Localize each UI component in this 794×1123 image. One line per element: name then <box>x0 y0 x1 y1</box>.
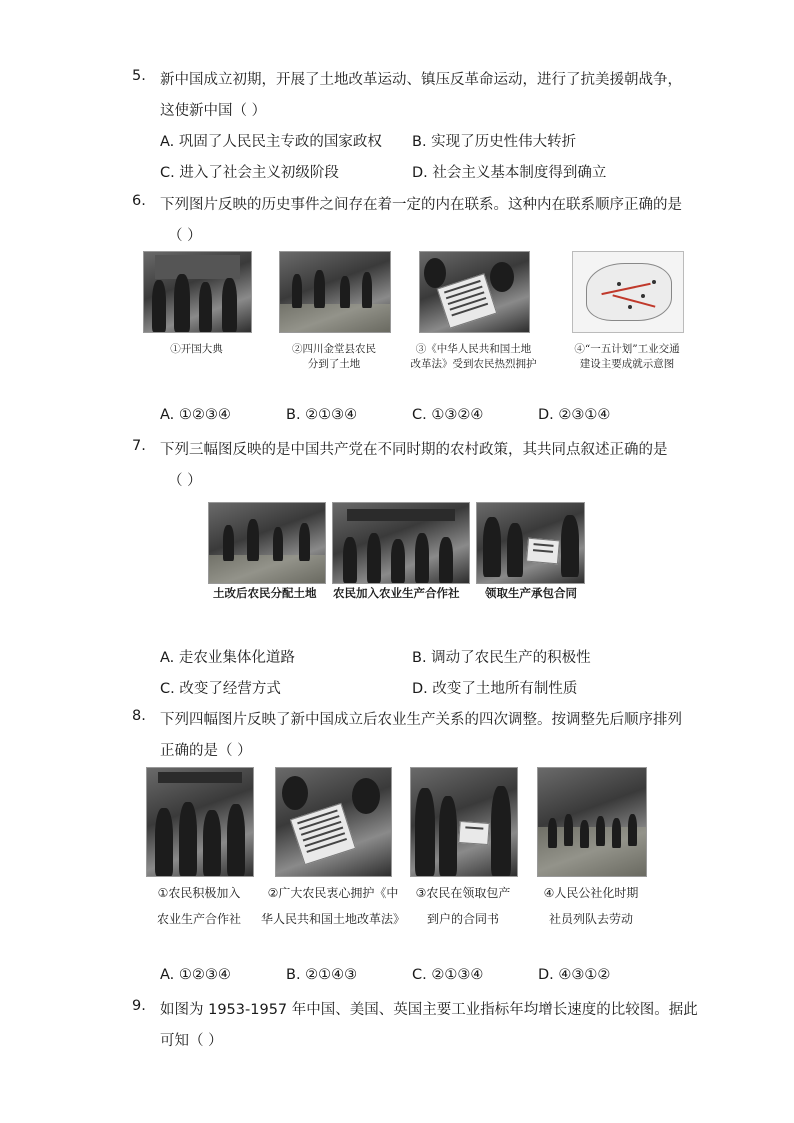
cooperative-photo <box>332 502 470 584</box>
question-7-option-a[interactable]: A. 走农业集体化道路 <box>160 650 295 666</box>
question-5-stem-continued: 这使新中国（ ） <box>160 103 267 119</box>
question-9-stem-continued: 可知（ ） <box>160 1033 223 1049</box>
question-7-stem: 下列三幅图反映的是中国共产党在不同时期的农村政策，其共同点叙述正确的是 <box>160 442 668 458</box>
commune-labor-photo <box>537 767 647 877</box>
caption-household-contract: ③农民在领取包产 到户的合同书 <box>415 886 511 926</box>
question-9-stem: 如图为 1953-1957 年中国、美国、英国主要工业指标年均增长速度的比较图。据此 <box>160 1002 698 1018</box>
question-5-option-a[interactable]: A. 巩固了人民民主专政的国家政权 <box>160 134 382 150</box>
caption-five-year-plan: ④“一五计划”工业交通 建设主要成就示意图 <box>574 343 680 370</box>
caption-land-reform-law: ③《中华人民共和国土地 改革法》受到农民热烈拥护 <box>410 343 537 370</box>
land-distribution-photo <box>208 502 326 584</box>
caption-farmers-land: ②四川金堂县农民 分到了土地 <box>292 343 376 370</box>
cooperative-joining-photo <box>146 767 254 877</box>
question-7-option-b[interactable]: B. 调动了农民生产的积极性 <box>412 650 591 666</box>
question-7-number: 7. <box>132 438 146 454</box>
question-8-option-b[interactable]: B. ②①④③ <box>286 967 358 983</box>
caption-commune-labor: ④人民公社化时期 社员列队去劳动 <box>543 886 639 926</box>
caption-land-distribution: 土改后农民分配土地 <box>213 586 317 600</box>
question-6-stem: 下列图片反映的历史事件之间存在着一定的内在联系。这种内在联系顺序正确的是 <box>160 197 682 213</box>
question-8-number: 8. <box>132 708 146 724</box>
question-8-option-c[interactable]: C. ②①③④ <box>412 967 484 983</box>
caption-contract: 领取生产承包合同 <box>485 586 577 600</box>
question-8-stem-continued: 正确的是（ ） <box>160 743 252 759</box>
contract-photo <box>476 502 585 584</box>
founding-ceremony-photo <box>143 251 252 333</box>
land-reform-law-photo <box>419 251 530 333</box>
question-5-number: 5. <box>132 68 146 84</box>
caption-cooperative-joining: ①农民积极加入 农业生产合作社 <box>156 886 241 926</box>
question-5-option-d[interactable]: D. 社会主义基本制度得到确立 <box>412 165 607 181</box>
question-5-stem: 新中国成立初期，开展了土地改革运动、镇压反革命运动，进行了抗美援朝战争， <box>160 72 682 88</box>
caption-founding-ceremony: ①开国大典 <box>170 343 223 355</box>
question-7-answer-blank: （ ） <box>168 473 202 489</box>
question-6-option-a[interactable]: A. ①②③④ <box>160 407 231 423</box>
caption-cooperative: 农民加入农业生产合作社 <box>333 586 460 600</box>
question-9-number: 9. <box>132 998 146 1014</box>
question-8-stem: 下列四幅图片反映了新中国成立后农业生产关系的四次调整。按调整先后顺序排列 <box>160 712 682 728</box>
land-law-support-photo <box>275 767 392 877</box>
question-7-option-d[interactable]: D. 改变了土地所有制性质 <box>412 681 578 697</box>
question-5-option-c[interactable]: C. 进入了社会主义初级阶段 <box>160 165 339 181</box>
question-6-answer-blank: （ ） <box>168 228 202 244</box>
question-6-option-d[interactable]: D. ②③①④ <box>538 407 611 423</box>
question-5-option-b[interactable]: B. 实现了历史性伟大转折 <box>412 134 577 150</box>
question-8-option-d[interactable]: D. ④③①② <box>538 967 611 983</box>
question-6-option-c[interactable]: C. ①③②④ <box>412 407 484 423</box>
five-year-plan-map <box>572 251 684 333</box>
farmers-land-photo <box>279 251 391 333</box>
question-8-option-a[interactable]: A. ①②③④ <box>160 967 231 983</box>
question-6-option-b[interactable]: B. ②①③④ <box>286 407 358 423</box>
household-contract-photo <box>410 767 518 877</box>
question-6-number: 6. <box>132 193 146 209</box>
caption-land-law-support: ②广大农民衷心拥护《中 华人民共和国土地改革法》 <box>260 886 405 926</box>
question-7-option-c[interactable]: C. 改变了经营方式 <box>160 681 281 697</box>
